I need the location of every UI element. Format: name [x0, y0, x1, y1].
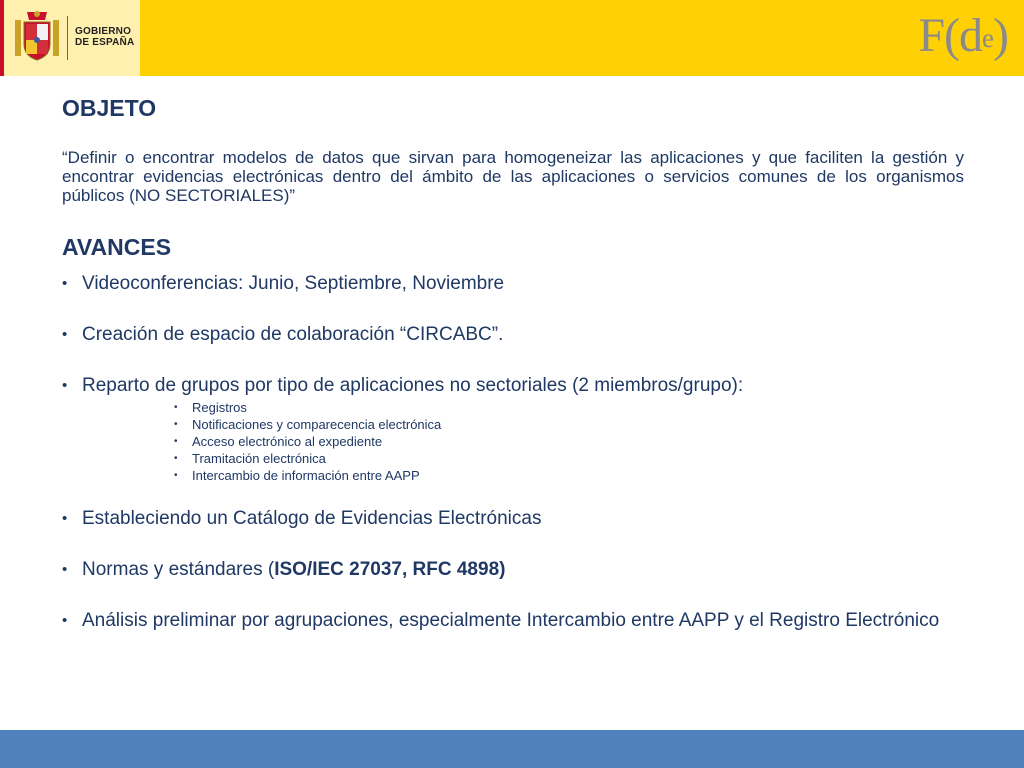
sublist-item — [174, 399, 964, 416]
avances-list — [62, 273, 964, 631]
sublist-item — [174, 416, 964, 433]
bullet-icon: • — [62, 561, 68, 578]
list-item-text: Análisis preliminar por agrupaciones, especialmente Intercambio entre AAPP y el Registro Electrónico — [82, 610, 940, 631]
bullet-icon: • — [174, 470, 178, 481]
bullet-icon: • — [174, 402, 178, 413]
list-item — [62, 324, 964, 345]
normas-bold-text: ISO/IEC 27037, RFC 4898) — [274, 559, 506, 580]
logo-divider — [67, 16, 68, 60]
list-item — [62, 273, 964, 294]
bullet-icon: • — [174, 436, 178, 447]
sublist-item-text: Acceso electrónico al expediente — [192, 434, 383, 449]
objeto-heading: OBJETO — [62, 95, 157, 121]
logo-line-1: GOBIERNO — [75, 26, 132, 37]
sublist-item — [174, 467, 964, 484]
bullet-icon: • — [62, 612, 68, 629]
list-item-text: Normas y estándares ( — [82, 559, 275, 580]
sublist-item-text: Registros — [192, 400, 247, 415]
brand-main: F(d — [918, 9, 983, 62]
footer-bar — [0, 730, 1024, 768]
objeto-text: “Definir o encontrar modelos de datos que sirvan para homogeneizar las aplicaciones y que faciliten la gestión y encontrar evidencias electrónicas dentro del ámbito de las aplicaciones o servicios comunes de los organismos públicos (NO SECTORIALES)” — [62, 148, 964, 205]
sublist-item-text: Tramitación electrónica — [192, 451, 326, 466]
brand-superscript: e — [982, 23, 994, 53]
logo-line-2: DE ESPAÑA — [75, 37, 135, 48]
bullet-icon: • — [174, 453, 178, 464]
slide-content — [62, 94, 964, 631]
header-bar — [0, 0, 1024, 76]
fde-brand-logo — [918, 8, 1008, 70]
sublist-item — [174, 450, 964, 467]
bullet-icon: • — [62, 510, 68, 527]
bullet-icon: • — [174, 419, 178, 430]
bullet-icon: • — [62, 326, 68, 343]
list-item-text: Videoconferencias: Junio, Septiembre, Noviembre — [82, 273, 505, 294]
bullet-icon: • — [62, 377, 68, 394]
bullet-icon: • — [62, 275, 68, 292]
avances-heading: AVANCES — [62, 234, 172, 260]
coat-of-arms-icon — [11, 8, 63, 68]
sublist-item-text: Notificaciones y comparecencia electrónica — [192, 417, 442, 432]
sublist-item-text: Intercambio de información entre AAPP — [192, 468, 420, 483]
grupos-sublist — [82, 399, 964, 484]
list-item — [62, 559, 964, 580]
list-item — [62, 610, 964, 631]
gobierno-espana-logo — [4, 0, 140, 76]
brand-close: ) — [993, 9, 1008, 62]
list-item — [62, 508, 964, 529]
list-item — [62, 375, 964, 484]
list-item-text: Estableciendo un Catálogo de Evidencias Electrónicas — [82, 508, 542, 529]
list-item-text: Reparto de grupos por tipo de aplicaciones no sectoriales (2 miembros/grupo): — [82, 375, 744, 396]
logo-text — [75, 26, 134, 48]
sublist-item — [174, 433, 964, 450]
list-item-text: Creación de espacio de colaboración “CIRCABC”. — [82, 324, 504, 345]
